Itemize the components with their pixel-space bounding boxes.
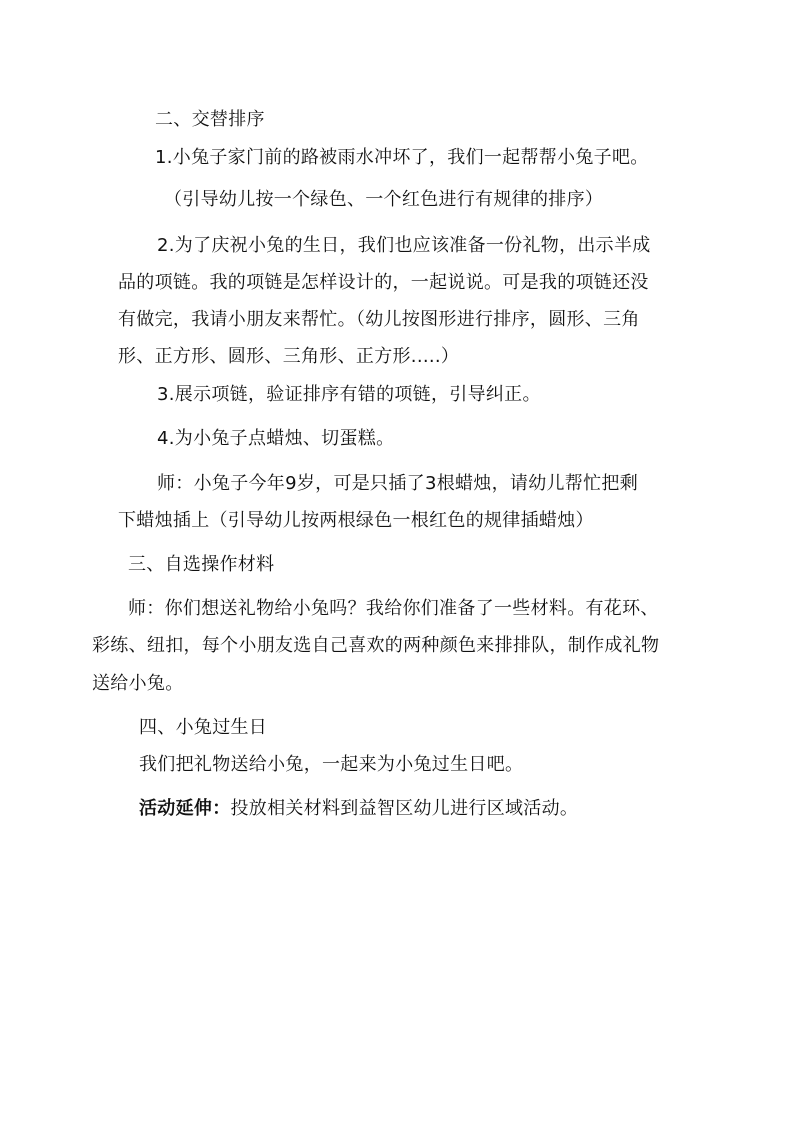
- teacher-dialogue-1-line2: 下蜡烛插上（引导幼儿按两根绿色一根红色的规律插蜡烛）: [118, 510, 594, 531]
- section4-heading: 四、小兔过生日: [139, 717, 268, 738]
- section4-text: 我们把礼物送给小兔，一起来为小兔过生日吧。: [139, 754, 524, 775]
- teacher-dialogue-2-line1: 师：你们想送礼物给小兔吗？我给你们准备了一些材料。有花环、: [128, 598, 659, 619]
- section2-item3: 3.展示项链，验证排序有错的项链，引导纠正。: [157, 384, 541, 405]
- section2-item2-line1: 2.为了庆祝小兔的生日，我们也应该准备一份礼物，出示半成: [157, 235, 651, 256]
- activity-extension: [139, 798, 578, 820]
- section2-item2-line4: 形、正方形、圆形、三角形、正方形.....）: [118, 346, 460, 367]
- activity-extension-label: 活动延伸：: [139, 798, 231, 819]
- section2-item2-line3: 有做完，我请小朋友来帮忙。（幼儿按图形进行排序，圆形、三角: [118, 309, 640, 330]
- teacher-dialogue-2-line2: 彩练、纽扣，每个小朋友选自己喜欢的两种颜色来排排队，制作成礼物: [92, 635, 660, 656]
- activity-extension-text: 投放相关材料到益智区幼儿进行区域活动。: [230, 798, 579, 819]
- section2-item1: 1.小兔子家门前的路被雨水冲坏了，我们一起帮帮小兔子吧。: [155, 147, 649, 168]
- section3-heading: 三、自选操作材料: [128, 554, 275, 575]
- teacher-dialogue-1-line1: 师：小兔子今年9岁，可是只插了3根蜡烛，请幼儿帮忙把剩: [157, 473, 639, 494]
- teacher-dialogue-2-line3: 送给小兔。: [92, 673, 184, 694]
- section2-heading: 二、交替排序: [155, 109, 265, 130]
- section2-item4: 4.为小兔子点蜡烛、切蛋糕。: [157, 428, 395, 449]
- section2-item2-line2: 品的项链。我的项链是怎样设计的，一起说说。可是我的项链还没: [118, 272, 649, 293]
- section2-item1-note: （引导幼儿按一个绿色、一个红色进行有规律的排序）: [164, 189, 604, 210]
